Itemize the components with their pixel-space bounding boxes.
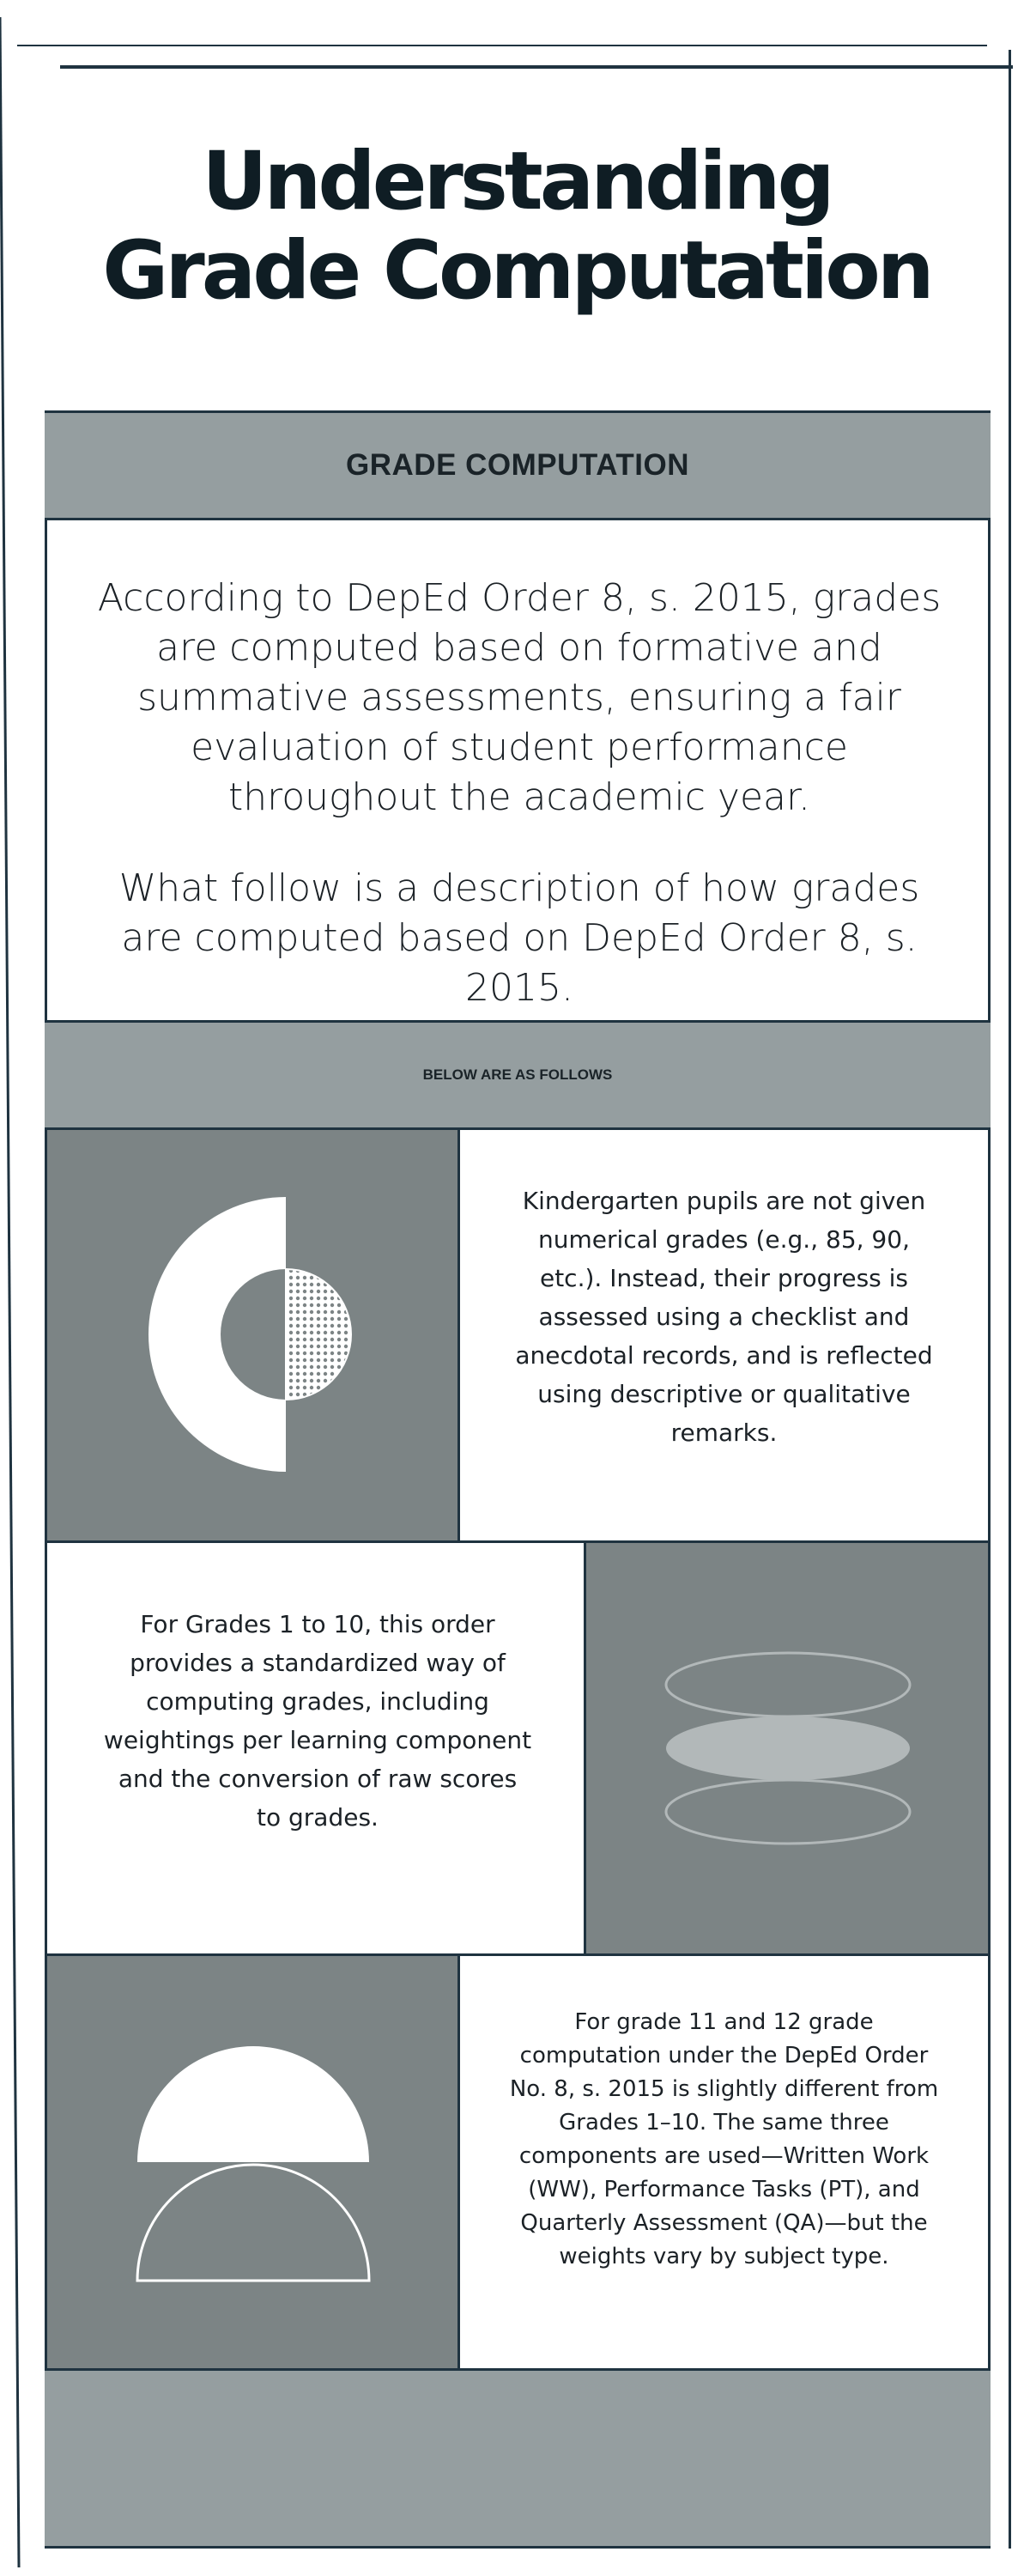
stacked-ellipses-icon	[586, 1543, 991, 1953]
half-circle-dotted-icon	[47, 1130, 457, 1540]
section-1-text-panel	[457, 1130, 988, 1540]
section-2-text-panel	[47, 1543, 584, 1953]
page-title	[45, 137, 989, 316]
header-band-label: GRADE COMPUTATION	[346, 448, 689, 482]
stacked-semicircles-icon	[47, 1956, 457, 2368]
header-band	[45, 410, 991, 520]
follows-band	[45, 1020, 991, 1130]
intro-paragraph-2: What follow is a description of how grades are computed based on DepEd Order 8, s. 2015.	[118, 866, 920, 1010]
frame-right	[988, 410, 991, 2549]
page-title-line2: Grade Computation	[102, 224, 931, 318]
section-2-graphic-panel	[584, 1543, 988, 1953]
section-2-text: For Grades 1 to 10, this order provides a standardized way of computing grades, including weightings per learning component and the conversion of raw scores to grades.	[103, 1610, 532, 1832]
footer-band	[45, 2368, 991, 2549]
section-3-graphic-panel	[47, 1956, 457, 2368]
section-3-text-panel	[457, 1956, 988, 2368]
page-title-line1: Understanding	[202, 135, 832, 228]
section-3-text: For grade 11 and 12 grade computation under the DepEd Order No. 8, s. 2015 is slightly different from Grades 1–10. The same three components are used—Written Work (WW), Performance Tasks (PT), and Quarterly Assessment (QA)—but the weights vary by subject type.	[509, 2009, 939, 2269]
follows-band-label: BELOW ARE AS FOLLOWS	[422, 1066, 613, 1083]
section-1-text: Kindergarten pupils are not given numerical grades (e.g., 85, 90, etc.). Instead, their progress is assessed using a checklist and anecdotal records, and is reflected using descriptive or qualitative remarks.	[515, 1187, 933, 1447]
section-1-graphic-panel	[47, 1130, 457, 1540]
intro-paragraph-1: According to DepEd Order 8, s. 2015, grades are computed based on formative and summative assessments, ensuring a fair evaluation of student performance throughout the academic year.	[97, 576, 942, 819]
